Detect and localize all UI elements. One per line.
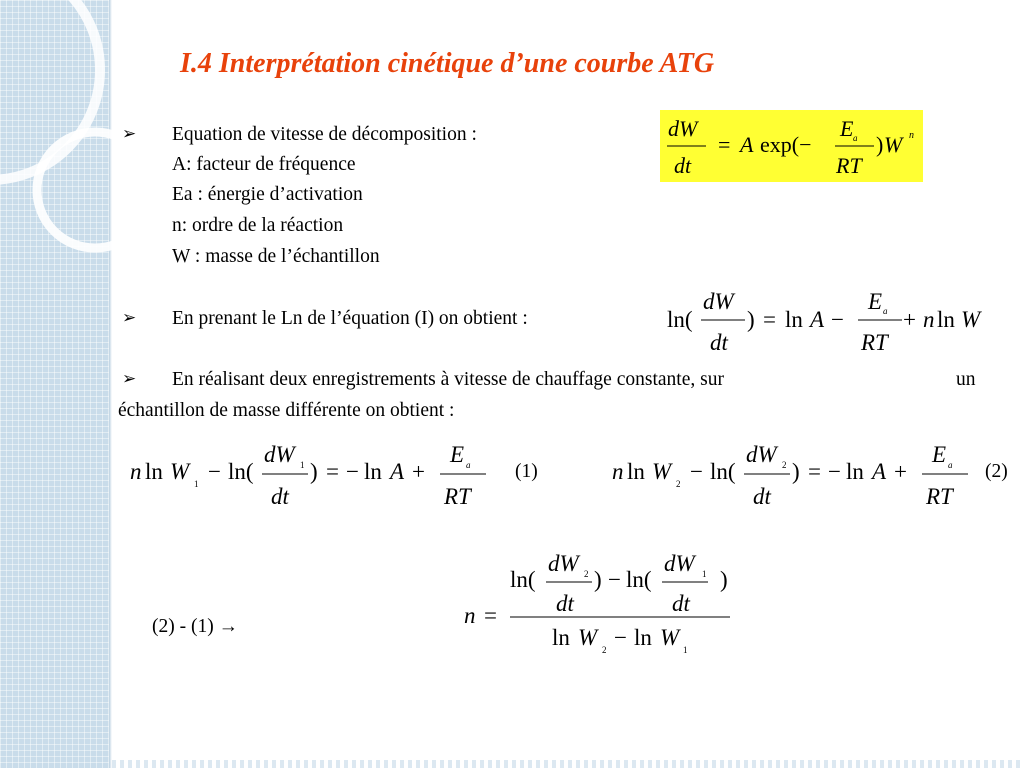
bullet-arrow-2: ➢: [122, 308, 137, 327]
definition-w: W : masse de l’échantillon: [172, 246, 380, 267]
svg-text:dt: dt: [672, 591, 690, 616]
svg-text:dW: dW: [668, 116, 698, 141]
svg-text:2: 2: [676, 479, 681, 489]
order-n-equation: [462, 545, 742, 665]
svg-text:ln: ln: [145, 459, 163, 484]
two-recordings-line1: En réalisant deux enregistrements à vitesse de chauffage constante, sur: [172, 369, 724, 390]
svg-text:ln(: ln(: [510, 567, 536, 592]
bullet-arrow-1: ➢: [122, 124, 137, 143]
svg-text:=: =: [326, 459, 339, 484]
equation-1-label: (1): [515, 461, 538, 482]
svg-text:E: E: [840, 116, 854, 141]
svg-text:ln(: ln(: [626, 567, 652, 592]
svg-text:W: W: [170, 459, 190, 484]
slide-title: I.4 Interprétation cinétique d’une courbe ATG: [180, 48, 715, 79]
svg-text:a: a: [883, 306, 888, 316]
two-recordings-line1-end: un: [956, 369, 976, 390]
svg-text:=: =: [763, 307, 776, 332]
svg-text:ln(: ln(: [710, 459, 736, 484]
svg-text:−: −: [346, 459, 359, 484]
svg-text:n: n: [909, 130, 914, 141]
svg-text:W: W: [961, 307, 981, 332]
svg-text:ln: ln: [552, 625, 570, 650]
svg-text:dW: dW: [703, 289, 734, 314]
svg-text:A: A: [390, 459, 405, 484]
svg-text:ln(: ln(: [667, 307, 693, 332]
svg-text:+: +: [412, 459, 425, 484]
svg-text:−: −: [608, 567, 621, 592]
svg-text:W: W: [652, 459, 672, 484]
svg-text:dt: dt: [271, 484, 289, 509]
svg-text:2: 2: [602, 645, 607, 655]
svg-text:dW: dW: [664, 551, 695, 576]
svg-text:W: W: [884, 132, 903, 157]
svg-text:ln: ln: [364, 459, 382, 484]
svg-text:1: 1: [300, 460, 305, 470]
svg-text:=: =: [484, 603, 497, 628]
svg-text:E: E: [868, 289, 883, 314]
svg-text:1: 1: [683, 645, 688, 655]
svg-text:): ): [310, 459, 318, 484]
bottom-decorative-strip: [112, 760, 1024, 768]
definition-a: A: facteur de fréquence: [172, 154, 356, 175]
difference-label: (2) - (1) →: [152, 616, 239, 637]
svg-text:1: 1: [702, 569, 707, 579]
definition-n: n: ordre de la réaction: [172, 215, 344, 236]
svg-text:E: E: [450, 442, 465, 467]
svg-text:): ): [747, 307, 755, 332]
svg-text:A: A: [740, 132, 754, 157]
svg-text:ln: ln: [634, 625, 652, 650]
svg-text:=: =: [808, 459, 821, 484]
svg-text:n: n: [612, 459, 624, 484]
svg-text:RT: RT: [836, 153, 862, 178]
definition-ea: Ea : énergie d’activation: [172, 184, 363, 205]
svg-text:): ): [792, 459, 800, 484]
svg-text:W: W: [660, 625, 680, 650]
ln-equation-lead: En prenant le Ln de l’équation (I) on obtient :: [172, 308, 528, 329]
equation-2: [610, 437, 982, 515]
svg-text:dW: dW: [548, 551, 579, 576]
svg-text:ln(: ln(: [228, 459, 254, 484]
svg-text:dt: dt: [556, 591, 574, 616]
svg-text:W: W: [578, 625, 598, 650]
svg-text:exp(−: exp(−: [760, 132, 812, 157]
log-rate-equation: [665, 282, 1010, 360]
svg-text:RT: RT: [926, 484, 953, 509]
svg-text:E: E: [932, 442, 947, 467]
arc-small: [37, 132, 153, 248]
decorative-arcs: [0, 0, 160, 300]
svg-text:ln: ln: [627, 459, 645, 484]
svg-text:dW: dW: [264, 442, 295, 467]
bullet-arrow-3: ➢: [122, 369, 137, 388]
svg-text:dt: dt: [674, 153, 692, 178]
svg-text:n: n: [130, 459, 142, 484]
svg-text:a: a: [466, 460, 471, 470]
svg-text:A: A: [872, 459, 887, 484]
svg-text:ln: ln: [785, 307, 803, 332]
svg-text:2: 2: [782, 460, 787, 470]
svg-text:1: 1: [194, 479, 199, 489]
svg-text:=: =: [718, 132, 731, 157]
svg-text:ln: ln: [846, 459, 864, 484]
svg-text:n: n: [923, 307, 935, 332]
svg-text:dW: dW: [746, 442, 777, 467]
svg-text:+: +: [894, 459, 907, 484]
svg-text:RT: RT: [861, 330, 888, 355]
svg-text:−: −: [208, 459, 221, 484]
svg-text:n: n: [464, 603, 476, 628]
svg-text:2: 2: [584, 569, 589, 579]
svg-text:): ): [594, 567, 602, 592]
svg-text:−: −: [831, 307, 844, 332]
svg-text:RT: RT: [444, 484, 471, 509]
svg-text:a: a: [948, 460, 953, 470]
svg-text:a: a: [853, 133, 858, 143]
rate-equation: [660, 110, 923, 182]
svg-text:ln: ln: [937, 307, 955, 332]
svg-text:+: +: [903, 307, 916, 332]
svg-text:−: −: [614, 625, 627, 650]
svg-text:−: −: [690, 459, 703, 484]
svg-text:dt: dt: [710, 330, 728, 355]
equation-2-label: (2): [985, 461, 1008, 482]
equation-1: [128, 437, 500, 515]
two-recordings-line2: échantillon de masse différente on obtient :: [118, 400, 455, 421]
svg-text:): ): [876, 132, 884, 157]
svg-text:−: −: [828, 459, 841, 484]
svg-text:): ): [720, 567, 728, 592]
svg-text:dt: dt: [753, 484, 771, 509]
svg-text:A: A: [810, 307, 825, 332]
rate-equation-lead: Equation de vitesse de décomposition :: [172, 124, 477, 145]
